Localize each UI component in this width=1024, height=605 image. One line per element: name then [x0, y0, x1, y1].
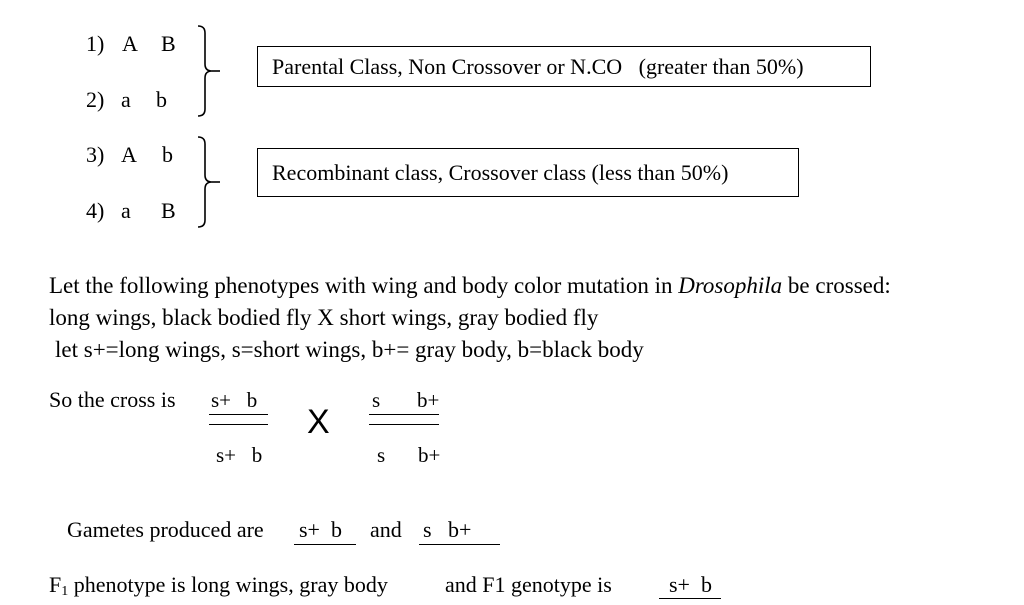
- allele: b: [162, 142, 173, 167]
- genotype-4: [86, 198, 176, 224]
- parental-class-box: [257, 46, 871, 87]
- parent-2-bottom-b: b+: [418, 443, 441, 467]
- allele: B: [161, 198, 176, 223]
- genotype-3: [86, 142, 173, 168]
- cross-symbol: X: [307, 403, 330, 441]
- allele: b: [156, 87, 167, 112]
- subscript: 1: [61, 584, 69, 599]
- text-fragment: be crossed:: [782, 273, 891, 298]
- text-line-1: [49, 272, 891, 299]
- gamete-1: s+ b: [299, 517, 342, 542]
- recombinant-class-box: [257, 148, 799, 197]
- gametes-label: Gametes produced are: [67, 517, 264, 542]
- chromosome-line: [659, 598, 721, 599]
- text-fragment: Let the following phenotypes with wing and body color mutation in: [49, 273, 679, 298]
- allele: A: [122, 31, 138, 56]
- text-fragment: phenotype is long wings, gray body: [68, 572, 388, 597]
- parental-class-label: Parental Class, Non Crossover or N.CO (greater than 50%): [272, 53, 804, 79]
- gamete-underline: [419, 544, 500, 545]
- cross-label: So the cross is: [49, 387, 176, 412]
- parent-1-bottom: s+ b: [216, 443, 263, 467]
- parent-1-top: s+ b: [211, 388, 258, 412]
- parent-2-top-s: s: [372, 388, 381, 412]
- chromosome-line: [369, 414, 439, 415]
- text-fragment: F: [49, 572, 62, 597]
- genotype-1: [86, 31, 176, 57]
- allele: a: [121, 87, 131, 112]
- chromosome-line: [369, 424, 439, 425]
- allele: B: [161, 31, 176, 56]
- right-brace-icon: [196, 135, 226, 229]
- right-brace-icon: [196, 24, 226, 118]
- genotype-num: 1): [86, 31, 105, 56]
- genotype-num: 2): [86, 87, 105, 112]
- parent-2-top-b: b+: [417, 388, 440, 412]
- parent-2-bottom-s: s: [377, 443, 386, 467]
- f1-phenotype: [49, 572, 388, 605]
- recombinant-class-label: Recombinant class, Crossover class (less than 50%): [272, 159, 729, 185]
- gamete-underline: [294, 544, 356, 545]
- genotype-num: 4): [86, 198, 105, 223]
- chromosome-line: [209, 414, 268, 415]
- allele: a: [121, 198, 131, 223]
- chromosome-line: [209, 424, 268, 425]
- text-line-3: let s+=long wings, s=short wings, b+= gray body, b=black body: [55, 337, 644, 362]
- allele: A: [121, 142, 137, 167]
- f1-genotype-value: s+ b: [669, 572, 712, 597]
- gametes-and: and: [370, 517, 402, 542]
- species-name: Drosophila: [678, 273, 783, 298]
- f1-genotype-label: and F1 genotype is: [445, 572, 612, 597]
- genotype-2: [86, 87, 167, 113]
- text-line-2: long wings, black bodied fly X short wings, gray bodied fly: [49, 305, 599, 330]
- gamete-2: s b+: [423, 517, 472, 542]
- genotype-num: 3): [86, 142, 105, 167]
